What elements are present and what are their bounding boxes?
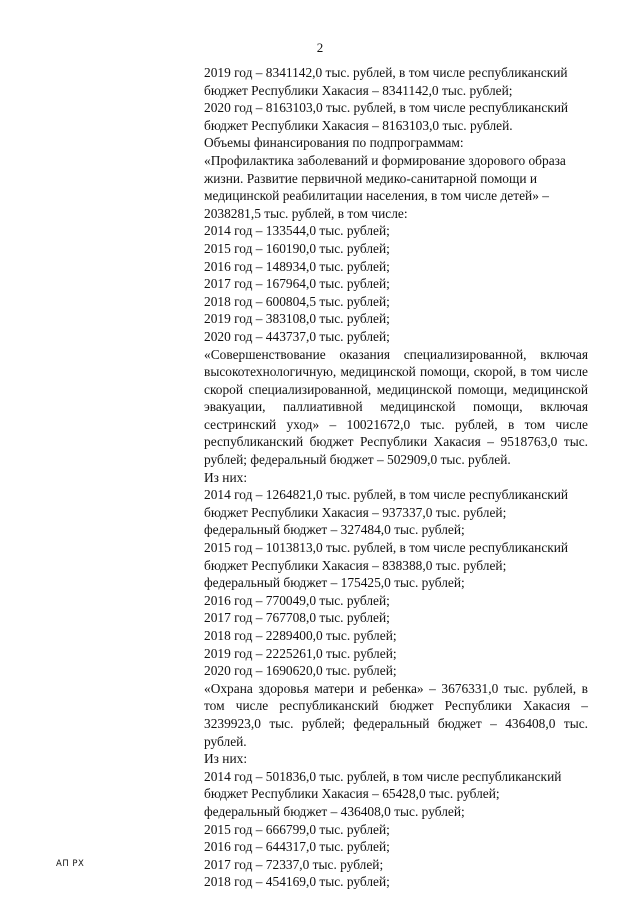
text-paragraph: 2018 год – 2289400,0 тыс. рублей; [204, 628, 397, 643]
text-paragraph: 2015 год – 1013813,0 тыс. рублей, в том числе республиканский бюджет Республики Хакасия – 838388,0 тыс. рублей; [204, 540, 569, 573]
text-paragraph: 2014 год – 501836,0 тыс. рублей, в том числе республиканский бюджет Республики Хакасия – 65428,0 тыс. рублей; [204, 768, 562, 802]
text-paragraph: 2015 год – 666799,0 тыс. рублей; [204, 821, 390, 837]
text-paragraph: 2016 год – 644317,0 тыс. рублей; [204, 839, 390, 855]
text-paragraph: 2015 год – 160190,0 тыс. рублей; [204, 240, 390, 256]
text-paragraph: Объемы финансирования по подпрограммам: [204, 135, 464, 151]
footer-code: АП РХ [56, 859, 85, 869]
text-paragraph: Из них: [204, 751, 248, 767]
text-paragraph: «Охрана здоровья матери и ребенка» – 3676331,0 тыс. рублей, в том числе республиканский бюджет Республики Хакасия – 3239923,0 тыс. рублей; федеральный бюджет – 436408,0 тыс. рублей. [204, 680, 588, 749]
text-paragraph: 2020 год – 1690620,0 тыс. рублей; [204, 663, 397, 679]
page-number: 2 [316, 40, 324, 55]
text-paragraph: 2020 год – 8163103,0 тыс. рублей, в том числе республиканский бюджет Республики Хакасия – 8163103,0 тыс. рублей. [204, 100, 569, 133]
text-paragraph: Из них: [204, 469, 248, 485]
text-paragraph: 2017 год – 767708,0 тыс. рублей; [204, 610, 390, 626]
text-paragraph: 2020 год – 443737,0 тыс. рублей; [204, 328, 390, 344]
text-paragraph: 2017 год – 72337,0 тыс. рублей; [204, 856, 384, 872]
text-paragraph: федеральный бюджет – 175425,0 тыс. рублей; [204, 575, 465, 591]
text-paragraph: «Совершенствование оказания специализированной, включая высокотехнологичную, медицинской помощи, скорой, в том числе скорой специализированной, медицинской помощи, медицинской эвакуации, паллиативной медицинской помощи, включая сестринский уход» – 10021672,0 тыс. рублей, в том числе республиканский бюджет Республики Хакасия – 9518763,0 тыс. рублей; федеральный бюджет – 502909,0 тыс. рублей. [204, 346, 588, 468]
text-paragraph: 2019 год – 8341142,0 тыс. рублей, в том числе республиканский бюджет Республики Хакасия – 8341142,0 тыс. рублей; [204, 65, 568, 98]
text-paragraph: 2019 год – 383108,0 тыс. рублей; [204, 311, 390, 327]
text-paragraph: федеральный бюджет – 436408,0 тыс. рублей; [204, 803, 465, 819]
text-paragraph: 2014 год – 1264821,0 тыс. рублей, в том числе республиканский бюджет Республики Хакасия – 937337,0 тыс. рублей; [204, 487, 569, 520]
text-paragraph: 2016 год – 148934,0 тыс. рублей; [204, 258, 390, 274]
text-paragraph: 2018 год – 600804,5 тыс. рублей; [204, 293, 390, 309]
text-paragraph: 2017 год – 167964,0 тыс. рублей; [204, 276, 390, 292]
text-paragraph: федеральный бюджет – 327484,0 тыс. рублей; [204, 522, 465, 538]
document-body [204, 64, 588, 891]
text-paragraph: 2014 год – 133544,0 тыс. рублей; [204, 223, 390, 239]
text-paragraph: 2018 год – 454169,0 тыс. рублей; [204, 874, 390, 890]
text-paragraph: «Профилактика заболеваний и формирование здорового образа жизни. Развитие первичной медико-санитарной помощи и медицинской реабилитации населения, в том числе детей» – 2038281,5 тыс. рублей, в том числе: [204, 152, 566, 221]
text-paragraph: 2016 год – 770049,0 тыс. рублей; [204, 592, 390, 608]
text-paragraph: 2019 год – 2225261,0 тыс. рублей; [204, 645, 397, 661]
